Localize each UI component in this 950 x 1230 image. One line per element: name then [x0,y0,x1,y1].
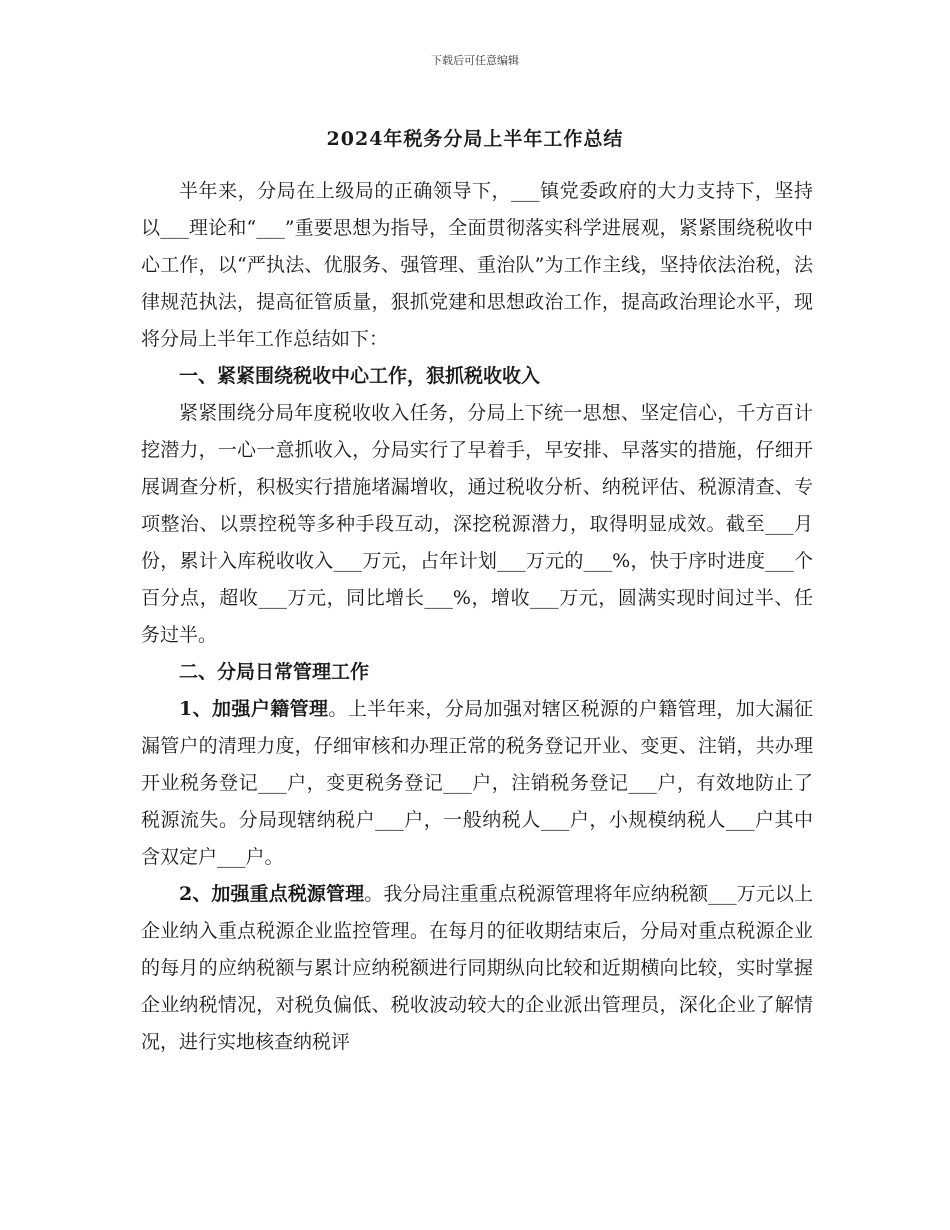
section2-item2-paragraph [141,876,813,1061]
section2-item2-text: 。我分局注重重点税源管理将年应纳税额___万元以上企业纳入重点税源企业监控管理。在每月的征收期结束后，分局对重点税源企业的每月的应纳税额与累计应纳税额进行同期纵向比较和近期横向比较，实时掌握企业纳税情况，对税负偏低、税收波动较大的企业派出管理员，深化企业了解情况，进行实地核查纳税评 [141,883,813,1053]
document-title: 2024年税务分局上半年工作总结 [326,128,624,150]
section1-paragraph: 紧紧围绕分局年度税收收入任务，分局上下统一思想、坚定信心，千方百计挖潜力，一心一意抓收入，分局实行了早着手，早安排、早落实的措施，仔细开展调查分析，积极实行措施堵漏增收，通过税收分析、纳税评估、税源清查、专项整治、以票控税等多种手段互动，深挖税源潜力，取得明显成效。截至___月份，累计入库税收收入___万元，占年计划___万元的___%，快于序时进度___个百分点，超收___万元，同比增长___%，增收___万元，圆满实现时间过半、任务过半。 [141,402,813,646]
section2-item2-lead: 2、加强重点税源管理 [179,883,365,905]
document-body [141,173,813,1061]
section1-heading: 一、紧紧围绕税收中心工作，狠抓税收收入 [179,365,541,387]
intro-paragraph: 半年来，分局在上级局的正确领导下，___镇党委政府的大力支持下，坚持以___理论和“___”重要思想为指导，全面贯彻落实科学进展观，紧紧围绕税收中心工作，以“严执法、优服务、强管理、重治队”为工作主线，坚持依法治税，法律规范执法，提高征管质量，狠抓党建和思想政治工作，提高政治理论水平，现将分局上半年工作总结如下： [141,180,813,350]
section2-item1-lead: 1、加强户籍管理 [179,698,329,720]
section2-item1-paragraph [141,691,813,876]
section2-item1-text: 。上半年来，分局加强对辖区税源的户籍管理，加大漏征漏管户的清理力度，仔细审核和办理正常的税务登记开业、变更、注销，共办理开业税务登记___户，变更税务登记___户，注销税务登记___户，有效地防止了税源流失。分局现辖纳税户___户，一般纳税人___户，小规模纳税人___户其中含双定户___户。 [141,698,813,868]
header-note: 下载后可任意编辑 [431,54,519,67]
section2-heading: 二、分局日常管理工作 [179,661,370,683]
